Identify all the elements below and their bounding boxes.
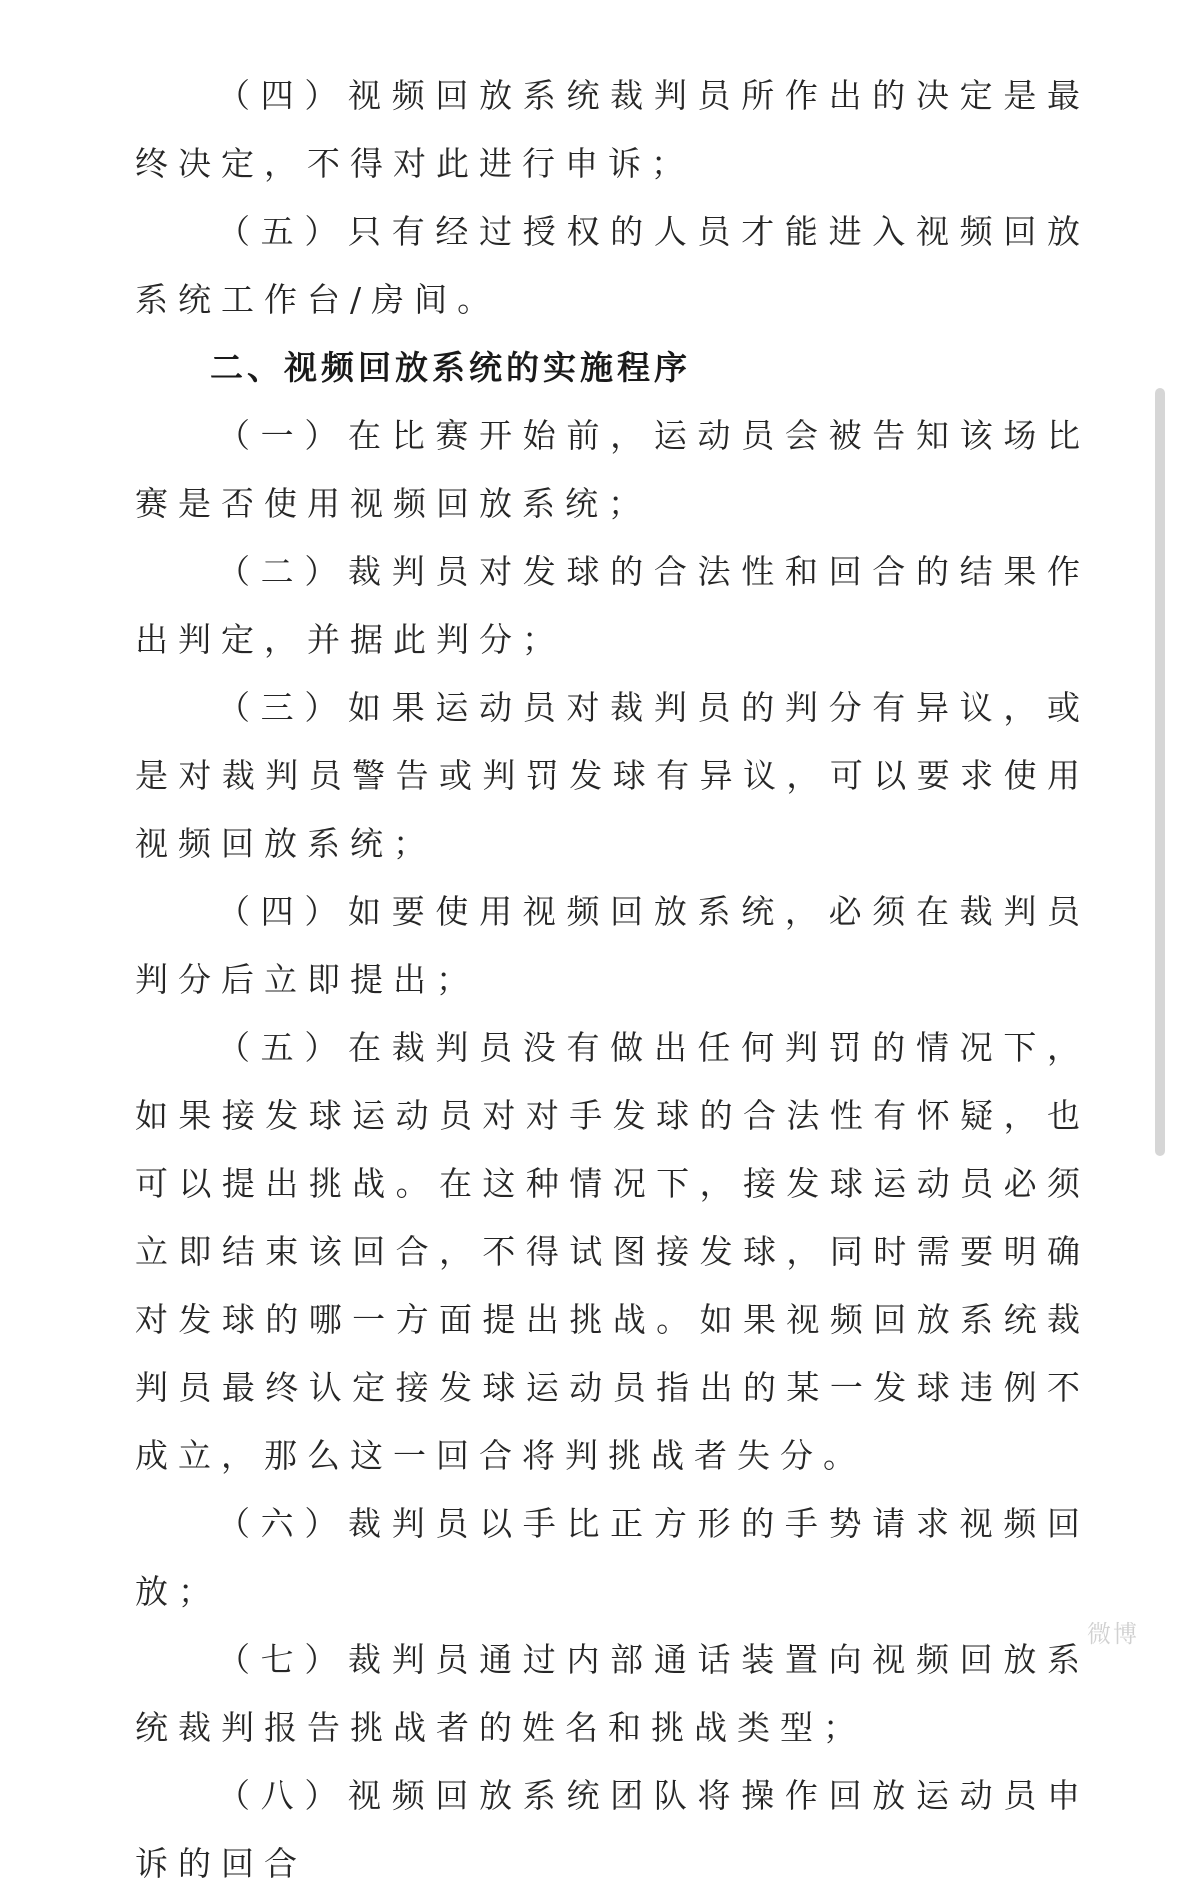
- paragraph-item: （三）如果运动员对裁判员的判分有异议，或是对裁判员警告或判罚发球有异议，可以要求使用视频回放系统；: [135, 688, 1090, 863]
- paragraph-item: （六）裁判员以手比正方形的手势请求视频回放；: [135, 1504, 1090, 1611]
- paragraph-item: （五）只有经过授权的人员才能进入视频回放系统工作台/房间。: [135, 212, 1090, 319]
- paragraph-item: （五）在裁判员没有做出任何判罚的情况下，如果接发球运动员对对手发球的合法性有怀疑，也可以提出挑战。在这种情况下，接发球运动员必须立即结束该回合，不得试图接发球，同时需要明确对发球的哪一方面提出挑战。如果视频回放系统裁判员最终认定接发球运动员指出的某一发球违例不成立，那么这一回合将判挑战者失分。: [135, 1028, 1090, 1475]
- vertical-scrollbar[interactable]: [1155, 388, 1165, 1156]
- watermark-logo: 微博: [1087, 1620, 1139, 1648]
- paragraph-item: （四）如要使用视频回放系统，必须在裁判员判分后立即提出；: [135, 892, 1090, 999]
- paragraph-item: （八）视频回放系统团队将操作回放运动员申诉的回合: [135, 1776, 1090, 1883]
- paragraph-item: （一）在比赛开始前，运动员会被告知该场比赛是否使用视频回放系统；: [135, 416, 1090, 523]
- paragraph-item: （七）裁判员通过内部通话装置向视频回放系统裁判报告挑战者的姓名和挑战类型；: [135, 1640, 1090, 1747]
- document-body: [135, 62, 1090, 1898]
- paragraph-item: （四）视频回放系统裁判员所作出的决定是最终决定，不得对此进行申诉；: [135, 76, 1090, 183]
- paragraph-item: （二）裁判员对发球的合法性和回合的结果作出判定，并据此判分；: [135, 552, 1090, 659]
- section-heading: 二、视频回放系统的实施程序: [210, 348, 691, 387]
